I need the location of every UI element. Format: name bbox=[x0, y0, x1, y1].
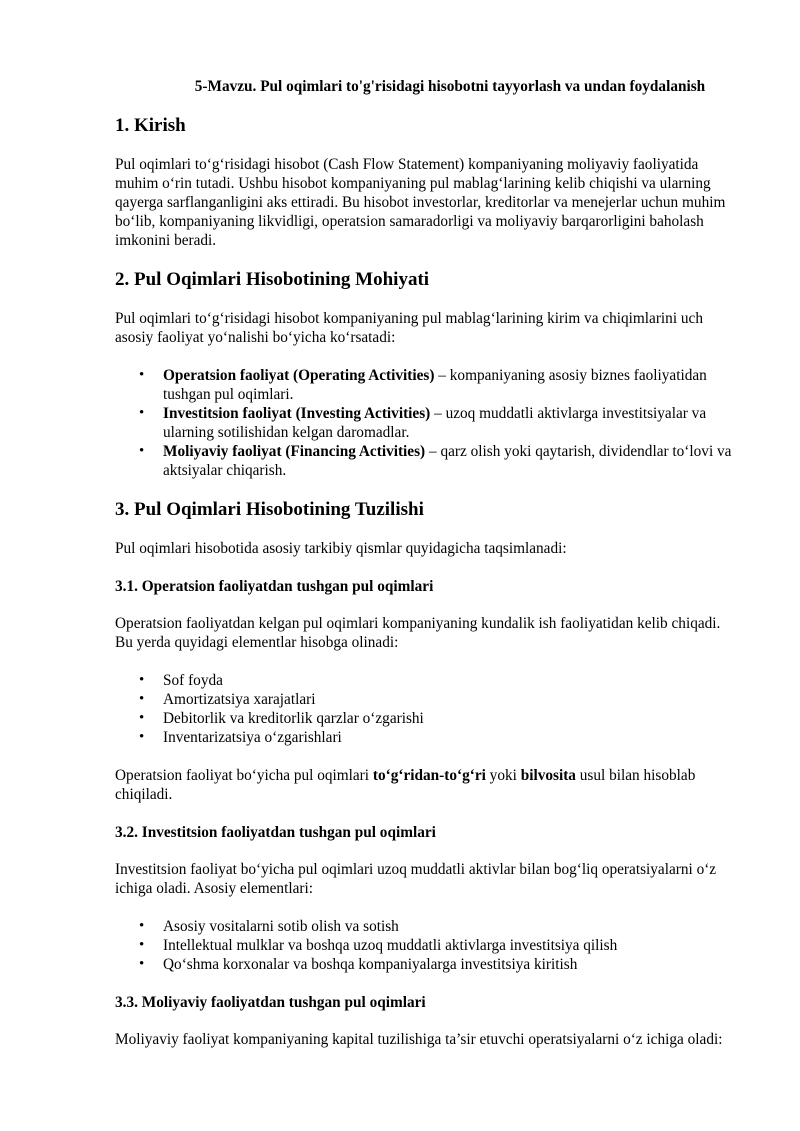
list-item bbox=[163, 442, 740, 480]
note-term-indirect: bilvosita bbox=[520, 767, 576, 784]
section-2-heading: 2. Pul Oqimlari Hisobotining Mohiyati bbox=[115, 269, 430, 290]
list-item bbox=[163, 404, 740, 442]
list-item-term: Operatsion faoliyat (Operating Activities) bbox=[163, 367, 435, 384]
investing-elements-list bbox=[115, 917, 740, 974]
subsection-3-1-heading: 3.1. Operatsion faoliyatdan tushgan pul oqimlari bbox=[115, 578, 434, 595]
list-item: • Sof foyda bbox=[163, 671, 740, 690]
list-item: • Asosiy vositalarni sotib olish va sotish bbox=[163, 917, 740, 936]
list-item: • Intellektual mulklar va boshqa uzoq muddatli aktivlarga investitsiya qilish bbox=[163, 936, 740, 955]
subsection-3-3-heading: 3.3. Moliyaviy faoliyatdan tushgan pul oqimlari bbox=[115, 994, 426, 1011]
list-item-term: Moliyaviy faoliyat (Financing Activities) bbox=[163, 443, 426, 460]
subsection-3-2-paragraph: Investitsion faoliyat bo‘yicha pul oqimlari uzoq muddatli aktivlar bilan bog‘liq operatsiyalarni o‘z ichiga oladi. Asosiy elementlari: bbox=[115, 861, 717, 897]
operating-elements-list bbox=[115, 671, 740, 747]
note-term-direct: to‘g‘ridan-to‘g‘ri bbox=[372, 767, 486, 784]
list-item: • Inventarizatsiya o‘zgarishlari bbox=[163, 728, 740, 747]
list-item-text: – kompaniyaning asosiy biznes faoliyatidan tushgan pul oqimlari. bbox=[163, 367, 707, 403]
section-1-heading: 1. Kirish bbox=[115, 115, 186, 136]
list-item-term: Investitsion faoliyat (Investing Activities) bbox=[163, 405, 431, 422]
subsection-3-1-note bbox=[115, 766, 740, 804]
subsection-3-1-paragraph: Operatsion faoliyatdan kelgan pul oqimlari kompaniyaning kundalik ish faoliyatidan kelib chiqadi. Bu yerda quyidagi elementlar hisobga olinadi: bbox=[115, 615, 721, 651]
section-3-paragraph: Pul oqimlari hisobotida asosiy tarkibiy qismlar quyidagicha taqsimlanadi: bbox=[115, 540, 567, 557]
list-item-text: – qarz olish yoki qaytarish, dividendlar to‘lovi va aktsiyalar chiqarish. bbox=[163, 443, 732, 479]
list-item-text: – uzoq muddatli aktivlarga investitsiyalar va ularning sotilishidan kelgan daromadlar. bbox=[163, 405, 707, 441]
subsection-3-2-heading: 3.2. Investitsion faoliyatdan tushgan pul oqimlari bbox=[115, 824, 436, 841]
subsection-3-3-paragraph: Moliyaviy faoliyat kompaniyaning kapital tuzilishiga ta’sir etuvchi operatsiyalarni o‘z ichiga oladi: bbox=[115, 1031, 723, 1048]
document-title: 5-Mavzu. Pul oqimlari to'g'risidagi hisobotni tayyorlash va undan foydalanish bbox=[194, 78, 706, 95]
note-text: yoki bbox=[485, 767, 521, 784]
section-2-paragraph: Pul oqimlari to‘g‘risidagi hisobot kompaniyaning pul mablag‘larining kirim va chiqimlarini uch asosiy faoliyat yo‘nalishi bo‘yicha ko‘rsatadi: bbox=[115, 310, 703, 346]
section-1-paragraph: Pul oqimlari to‘g‘risidagi hisobot (Cash Flow Statement) kompaniyaning moliyaviy faoliyatida muhim o‘rin tutadi. Ushbu hisobot kompaniyaning pul mablag‘larining kelib chiqishi va ularning qayerga sarflanganligini aks ettiradi. Bu hisobot investorlar, kreditorlar va menejerlar uchun muhim bo‘lib, kompaniyaning likvidligi, operatsion samaradorligi va moliyaviy barqarorligini baholash imkonini beradi. bbox=[115, 156, 726, 249]
section-3-heading: 3. Pul Oqimlari Hisobotining Tuzilishi bbox=[115, 499, 424, 520]
activity-list bbox=[115, 366, 740, 480]
note-text: Operatsion faoliyat bo‘yicha pul oqimlari bbox=[115, 767, 373, 784]
list-item bbox=[163, 366, 740, 404]
list-item: • Qo‘shma korxonalar va boshqa kompaniyalarga investitsiya kiritish bbox=[163, 955, 740, 974]
note-text: usul bilan hisoblab chiqiladi. bbox=[115, 767, 696, 803]
list-item: • Debitorlik va kreditorlik qarzlar o‘zgarishi bbox=[163, 709, 740, 728]
list-item: • Amortizatsiya xarajatlari bbox=[163, 690, 740, 709]
